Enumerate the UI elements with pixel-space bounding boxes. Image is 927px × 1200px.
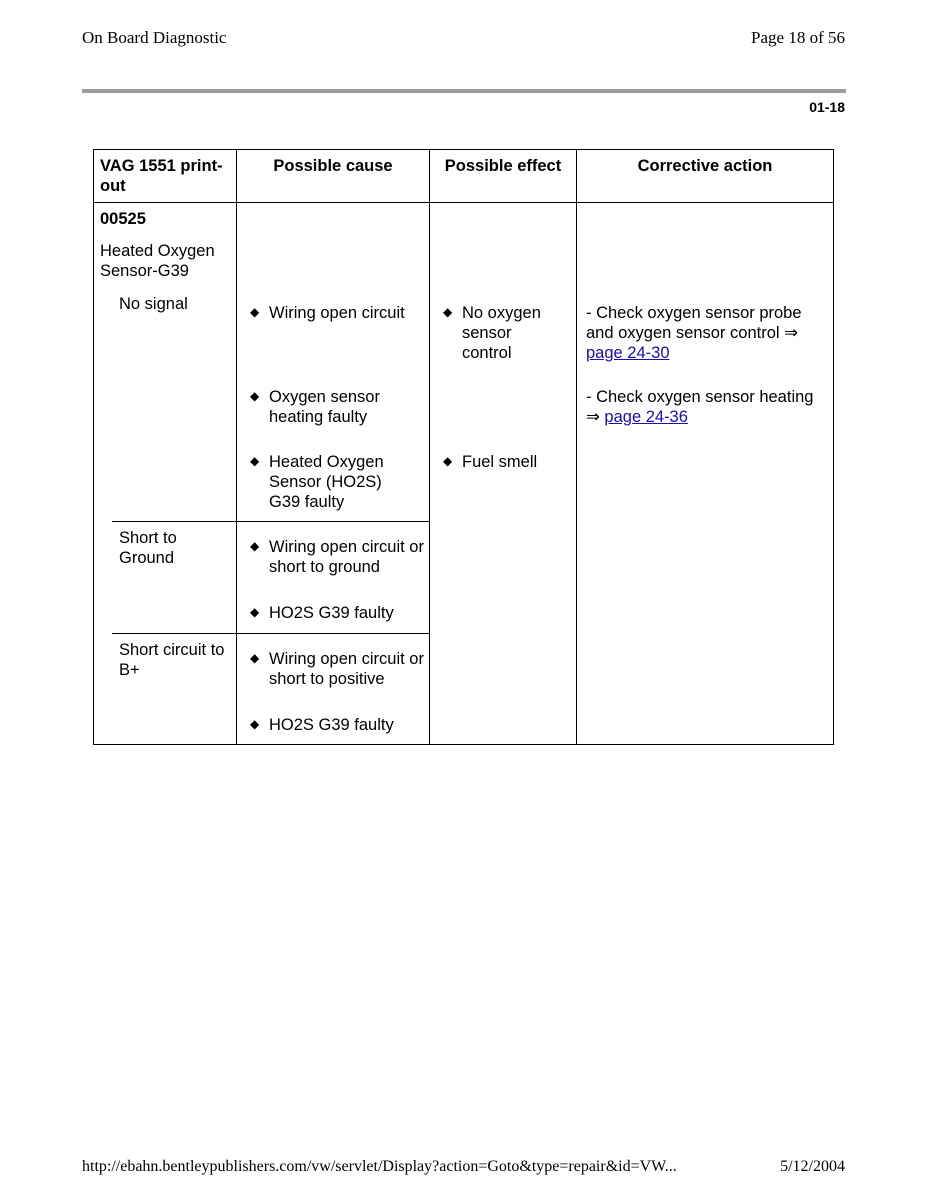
bullet-icon: ◆ (250, 305, 260, 319)
header-possible-effect: Possible effect (444, 157, 562, 175)
cause-item: Oxygen sensor heating faulty (269, 388, 380, 426)
cause-item: Wiring open circuit or short to ground (269, 538, 424, 576)
column-divider (236, 150, 237, 744)
header-divider (82, 89, 846, 93)
cause-item: HO2S G39 faulty (269, 604, 394, 622)
bullet-icon: ◆ (250, 605, 260, 619)
cause-item: HO2S G39 faulty (269, 716, 394, 734)
condition-short-ground: Short to Ground (119, 529, 177, 567)
header-corrective-action: Corrective action (637, 157, 773, 175)
page-id: 01-18 (809, 99, 845, 115)
footer-date: 5/12/2004 (780, 1158, 845, 1175)
bullet-icon: ◆ (250, 651, 260, 665)
column-divider (576, 150, 577, 744)
page-counter: Page 18 of 56 (751, 28, 845, 47)
bullet-icon: ◆ (250, 717, 260, 731)
header-vag-printout: VAG 1551 print-out (100, 157, 223, 195)
page-24-30-link[interactable]: page 24-30 (586, 344, 670, 362)
corrective-action-item (586, 387, 831, 427)
cause-item: Wiring open circuit (269, 304, 405, 322)
footer-url: http://ebahn.bentleypublishers.com/vw/servlet/Display?action=Goto&type=repair&id=VW... (82, 1158, 677, 1175)
row-divider (112, 521, 430, 522)
bullet-icon: ◆ (250, 539, 260, 553)
component-name: Heated Oxygen Sensor-G39 (100, 242, 215, 280)
cause-item: Wiring open circuit or short to positive (269, 650, 424, 688)
bullet-icon: ◆ (443, 454, 453, 468)
fault-code: 00525 (100, 210, 146, 228)
effect-item: Fuel smell (462, 453, 538, 471)
effect-item: No oxygen sensor control (462, 304, 541, 362)
header-row-divider (94, 202, 833, 203)
action-text: - Check oxygen sensor probe and oxygen sensor control ⇒ (586, 304, 802, 342)
bullet-icon: ◆ (250, 389, 260, 403)
bullet-icon: ◆ (250, 454, 260, 468)
column-divider (429, 150, 430, 744)
bullet-icon: ◆ (443, 305, 453, 319)
corrective-action-item (586, 303, 831, 363)
condition-no-signal: No signal (119, 295, 188, 313)
document-title: On Board Diagnostic (82, 28, 227, 47)
cause-item: Heated Oxygen Sensor (HO2S) G39 faulty (269, 453, 384, 511)
action-text: - Check oxygen sensor heating ⇒ (586, 388, 814, 426)
page-24-36-link[interactable]: page 24-36 (604, 408, 688, 426)
diagnostic-table (93, 149, 834, 745)
condition-short-positive: Short circuit to B+ (119, 641, 225, 679)
header-possible-cause: Possible cause (273, 157, 393, 175)
row-divider (112, 633, 430, 634)
